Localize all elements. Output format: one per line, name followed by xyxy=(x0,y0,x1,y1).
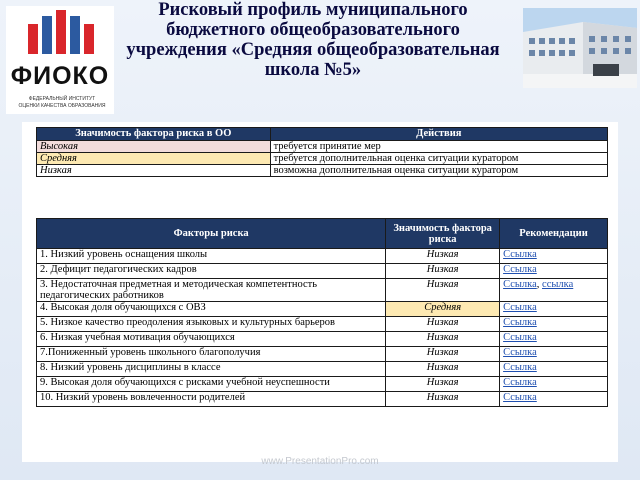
factor-row xyxy=(37,377,608,392)
factor-level: Низкая xyxy=(386,279,500,302)
page-title: Рисковый профиль муниципального бюджетного общеобразовательного учреждения «Средняя общеобразовательная школа №5» xyxy=(126,0,500,80)
factor-level: Низкая xyxy=(386,264,500,279)
logo-subtitle xyxy=(12,96,112,110)
legend-row xyxy=(37,141,608,153)
factor-name: 1. Низкий уровень оснащения школы xyxy=(37,249,386,264)
legend-header-actions: Действия xyxy=(270,128,607,141)
factor-name: 6. Низкая учебная мотивация обучающихся xyxy=(37,332,386,347)
factor-name: 10. Низкий уровень вовлеченности родителей xyxy=(37,392,386,407)
legend-row xyxy=(37,165,608,177)
factor-row xyxy=(37,317,608,332)
risk-legend-table xyxy=(36,127,608,177)
fioko-logo xyxy=(6,6,114,114)
factor-name: 9. Высокая доля обучающихся с рисками учебной неуспешности xyxy=(37,377,386,392)
factor-name: 4. Высокая доля обучающихся с ОВЗ xyxy=(37,302,386,317)
factor-name: 5. Низкое качество преодоления языковых и культурных барьеров xyxy=(37,317,386,332)
factor-level: Низкая xyxy=(386,249,500,264)
recommendation-link[interactable]: Ссылка xyxy=(503,249,537,260)
recommendation-link[interactable]: Ссылка xyxy=(503,377,537,388)
factor-row xyxy=(37,392,608,407)
legend-level: Средняя xyxy=(37,153,271,165)
recommendation-link[interactable]: Ссылка xyxy=(503,392,537,403)
legend-row xyxy=(37,153,608,165)
factor-row xyxy=(37,347,608,362)
factor-level: Низкая xyxy=(386,392,500,407)
logo-subtitle-line2: ОЦЕНКИ КАЧЕСТВА ОБРАЗОВАНИЯ xyxy=(18,103,106,109)
school-building-image xyxy=(523,8,637,88)
recommendation-link[interactable]: Ссылка xyxy=(503,332,537,343)
factors-header-factor: Факторы риска xyxy=(37,219,386,249)
logo-subtitle-line1: ФЕДЕРАЛЬНЫЙ ИНСТИТУТ xyxy=(28,96,96,102)
recommendation-link[interactable]: Ссылка xyxy=(503,347,537,358)
factor-level: Низкая xyxy=(386,377,500,392)
legend-action: требуется принятие мер xyxy=(270,141,607,153)
factor-row xyxy=(37,332,608,347)
factors-header-level: Значимость фактора риска xyxy=(386,219,500,249)
factor-row xyxy=(37,264,608,279)
link-separator: , xyxy=(536,279,543,290)
factor-row xyxy=(37,302,608,317)
factors-header-row xyxy=(37,219,608,249)
risk-factors-table xyxy=(36,218,608,407)
recommendation-link[interactable]: Ссылка xyxy=(503,362,537,373)
factor-row xyxy=(37,279,608,302)
factor-name: 2. Дефицит педагогических кадров xyxy=(37,264,386,279)
logo-bars-icon xyxy=(26,10,96,54)
logo-text: ФИОКО xyxy=(10,62,110,90)
legend-level: Низкая xyxy=(37,165,271,177)
legend-header-row xyxy=(37,128,608,141)
factor-name: 3. Недостаточная предметная и методическая компетентность педагогических работников xyxy=(37,279,386,302)
factor-row xyxy=(37,249,608,264)
recommendation-link[interactable]: Ссылка xyxy=(503,279,537,290)
recommendation-link-2[interactable]: ссылка xyxy=(542,279,574,290)
factor-name: 7.Пониженный уровень школьного благополучия xyxy=(37,347,386,362)
legend-action: возможна дополнительная оценка ситуации куратором xyxy=(270,165,607,177)
footer-watermark: www.PresentationPro.com xyxy=(261,456,379,467)
factors-header-recommendations: Рекомендации xyxy=(500,219,608,249)
factor-level: Низкая xyxy=(386,332,500,347)
factor-level: Низкая xyxy=(386,362,500,377)
legend-action: требуется дополнительная оценка ситуации куратором xyxy=(270,153,607,165)
factor-level: Низкая xyxy=(386,347,500,362)
factor-name: 8. Низкий уровень дисциплины в классе xyxy=(37,362,386,377)
factor-level: Низкая xyxy=(386,317,500,332)
factor-row xyxy=(37,362,608,377)
recommendation-link[interactable]: Ссылка xyxy=(503,317,537,328)
recommendation-link[interactable]: Ссылка xyxy=(503,264,537,275)
factor-level: Средняя xyxy=(386,302,500,317)
legend-level: Высокая xyxy=(37,141,271,153)
recommendation-link[interactable]: Ссылка xyxy=(503,302,537,313)
legend-header-level: Значимость фактора риска в ОО xyxy=(37,128,271,141)
